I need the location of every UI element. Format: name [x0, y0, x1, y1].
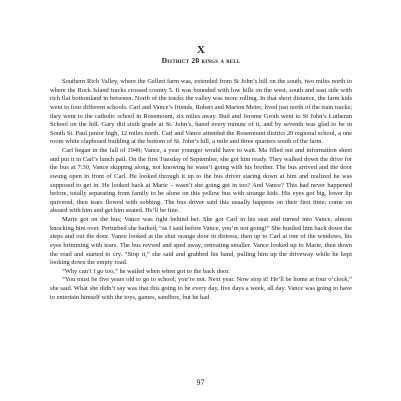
paragraph: “You must be five years old to go to school; you’re not. Next year. Now stop it! He’ll be home at four o’clock,” she said. What she didn’t say was that this going to be every day, five days a week, all day. Vance was going to have to entertain himself with the toys, games, sandbox, but he had	[50, 276, 352, 301]
paragraph: “Why can’t I go too,” he wailed when when got to the back door.	[62, 267, 230, 275]
chapter-title: District 20 rings a bell	[161, 56, 241, 65]
paragraph: Southern Rich Valley, where the Gellert farm was, extended from St John’s hill on the south, two miles north to where the Rock Island tracks crossed county 5. It was bounded with low hills on the west, south and east side with rich flat bottomland in between. North of the tracks the valley was more rolling. In that short distance, the farm kids went to four different schools. Carl and Vance’s friends, Robert and Marion Meier, lived just north of the train tracks; they went to the catholic school in Rosemount, six miles away. Bud and Jerome Groth went to St John’s Lutheran School on the hill. Gary did sixth grade at St. John’s, hated every minute of it, and by seventh was glad to be in South St. Paul junior high, 12 miles north. Carl and Vance attended the Rosemount district 20 regional school, a one room white clapboard building at the bottom of St. John’s hill, a mile and three quarters south of the farm.	[50, 78, 352, 146]
body-text	[50, 78, 352, 302]
book-page	[50, 44, 352, 302]
chapter-number: X	[197, 44, 205, 56]
paragraph: Marie got on the bus; Vance was right behind her. She got Carl in his seat and turned into Vance, almost knocking him over. Perturbed she barked, “as I said before Vance, you’re not going!” She hustled him back down the steps and out the door. Vance looked at the shut orange door in distress, then up to Carl at one of the windows, his eyes brimming with tears. The bus revved and sped away, retreating smaller. Vance looked up to Marie, then down the road and started to cry. “Stop it,” she said and grabbed his hand, pulling him up the driveway while he kept looking down the empty road.	[50, 216, 352, 267]
page-number: 97	[196, 378, 205, 387]
paragraph: Carl began in the fall of 1949; Vance, a year younger would have to wait. Ma filled out and information sheet and put it in Carl’s lunch pail. On the first Tuesday of September, she got him ready. They walked down the drive for the bus at 7:30, Vance skipping along, not knowing he wasn’t going with his brother. The bus arrived and the door swung open in front of Carl. He looked through it up to the bus driver staring down at him and realized he was supposed to get in. He looked back at Marie – wasn’t she going get in too? And Vance? This had never happened before, totally separating from family to be alone on this yellow bus with strange kids. His eyes got big, lower lip quivered, then tears flowed with sobbing. The bus driver said this usually happens on their first time; come on aboard with him and get him seated. He’ll be fine.	[50, 147, 352, 215]
